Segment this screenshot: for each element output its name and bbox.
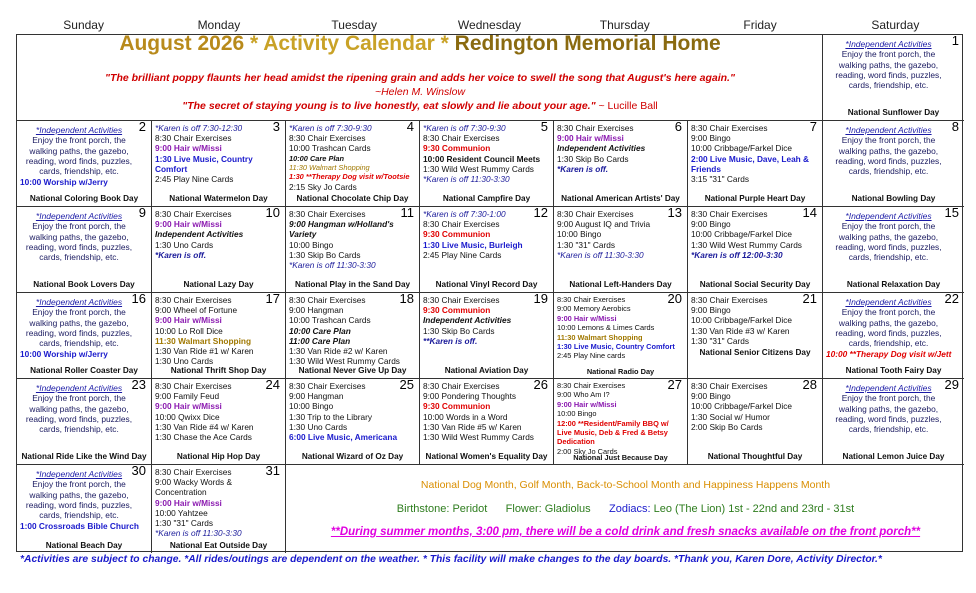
independent-title: *Independent Activities [845, 125, 932, 135]
activity-line: 10:00 Bingo [557, 409, 597, 419]
independent-body: Enjoy the front porch, the walking paths, the gazebo, reading, word finds, puzzles, cards, friendship, etc. [835, 307, 942, 349]
activity-line: 9:00 Hangman [289, 305, 344, 316]
national-day: National Coloring Book Day [29, 193, 139, 203]
national-day: National Purple Heart Day [704, 193, 806, 203]
activity-line: 11:30 Walmart Shopping [155, 335, 252, 346]
activity-line: 9:00 Hair w/Missi [557, 133, 624, 144]
activity-line: 9:00 Hair w/Missi [557, 313, 617, 323]
activity-line: 8:30 Chair Exercises [691, 209, 768, 219]
activity-line: 1:30 Live Music, Country Comfort [155, 153, 253, 174]
activity-line: 8:30 Chair Exercises [423, 219, 500, 230]
national-day: National Relaxation Day [846, 279, 941, 289]
day-number: 29 [944, 379, 959, 392]
day-number: 23 [131, 379, 146, 392]
activity-line: 9:00 Hangman w/Holland's Variety [289, 219, 394, 240]
day-cell-31 [152, 465, 286, 553]
zodiac-value: Leo (The Lion) 1st - 22nd and 23rd - 31st [653, 503, 855, 515]
day-cell-15 [823, 207, 964, 293]
activity-line: 1:30 Trip to the Library [289, 411, 373, 422]
activity-line: *Karen is off. [557, 163, 609, 174]
activity-line: 9:00 Wheel of Fortune [155, 305, 238, 316]
activity-line: *Karen is off 11:30-3:30 [557, 249, 644, 260]
activity-line: 8:30 Chair Exercises [557, 123, 634, 133]
day-cell-23 [17, 379, 152, 465]
day-number: 19 [533, 293, 548, 306]
day-number: 26 [533, 379, 548, 392]
activity-line: *Karen is off 7:30-12:30 [155, 123, 243, 133]
activity-line: 8:30 Chair Exercises [289, 295, 366, 305]
independent-title: *Independent Activities [35, 469, 123, 479]
day-number: 1 [951, 35, 959, 48]
day-cell-18 [286, 293, 420, 379]
day-number: 5 [540, 121, 548, 134]
activity-line: 10:00 Cribbage/Farkel Dice [691, 143, 792, 154]
national-day: National Thrift Shop Day [170, 365, 267, 375]
day-cell-17 [152, 293, 286, 379]
independent-body: Enjoy the front porch, the walking paths, the gazebo, reading, word finds, puzzles, cards, friendship, etc. [835, 135, 942, 177]
day-cell-12 [420, 207, 554, 293]
activity-line: 1:30 Chase the Ace Cards [155, 432, 252, 443]
activity-line: 10:00 Care Plan [289, 153, 345, 163]
day-cell-3 [152, 121, 286, 207]
activity-line: 1:30 Van Ride #3 w/ Karen [691, 325, 790, 336]
day-cell-16 [17, 293, 152, 379]
activity-line: 9:00 Bingo [691, 305, 731, 316]
independent-activities [826, 381, 961, 435]
activity-line: 1:30 Van Ride #5 w/ Karen [423, 421, 522, 432]
activity-line: 1:30 Skip Bo Cards [557, 153, 629, 164]
day-number: 27 [667, 379, 682, 392]
national-day: National Just Because Day [573, 452, 668, 462]
day-cell-9 [17, 207, 152, 293]
day-number: 13 [667, 207, 682, 220]
day-number: 30 [131, 465, 146, 478]
independent-title: *Independent Activities [845, 297, 932, 307]
national-day: National Play in the Sand Day [294, 279, 411, 289]
activity-line: 10:00 Trashcan Cards [289, 143, 371, 154]
activity-line: 9:00 Hair w/Missi [155, 143, 222, 154]
independent-title: *Independent Activities [845, 211, 932, 221]
activity-line: *Karen is off 11:30-3:30 [423, 174, 510, 185]
day-number: 20 [667, 293, 682, 306]
day-cell-2 [17, 121, 152, 207]
day-cell-19 [420, 293, 554, 379]
national-day: National Vinyl Record Day [435, 279, 538, 289]
flower-label: Flower: [505, 503, 542, 515]
national-day: National Thoughtful Day [707, 451, 803, 461]
activity-line: *Karen is off 7:30-1:00 [423, 209, 506, 219]
activity-line: 3:15 "31" Cards [691, 174, 750, 185]
day-cell-6 [554, 121, 688, 207]
national-day: National Tooth Fairy Day [845, 365, 942, 375]
national-day: National Senior Citizens Day [699, 347, 811, 357]
national-day: National Chocolate Chip Day [296, 193, 409, 203]
independent-body: Enjoy the front porch, the walking paths, the gazebo, reading, word finds, puzzles, cards, friendship, etc. [25, 135, 133, 177]
calendar-grid [16, 34, 963, 552]
quote-2 [17, 101, 823, 111]
activity-line: 9:00 August IQ and Trivia [557, 219, 651, 230]
activity-line: 9:00 Bingo [691, 391, 731, 402]
activity-line: 8:30 Chair Exercises [155, 209, 232, 219]
activity-line: 2:45 Play Nine cards [557, 351, 626, 361]
independent-body: Enjoy the front porch, the walking paths, the gazebo, reading, word finds, puzzles, cards, friendship, etc. [835, 221, 942, 263]
independent-body: Enjoy the front porch, the walking paths, the gazebo, reading, word finds, puzzles, cards, friendship, etc. [25, 479, 133, 521]
national-day: National Beach Day [45, 540, 123, 550]
activity-line: 8:30 Chair Exercises [691, 381, 768, 391]
activity-line: 1:30 Live Music, Country Comfort [557, 342, 675, 352]
independent-activities [20, 123, 148, 177]
day-number: 10 [265, 207, 280, 220]
footer-note: *Activities are subject to change. *All rides/outings are dependent on the weather. * This facility will make changes to the day boards. *Thank you, Karen Dore, Activity Director.* [20, 554, 882, 565]
activity-line: 10:00 Qwixx Dice [155, 411, 220, 422]
activity-line: 10:00 Worship w/Jerry [20, 348, 108, 359]
activity-line: 8:30 Chair Exercises [557, 209, 634, 219]
activity-line: 9:00 Wacky Words & Concentration [155, 477, 233, 498]
national-day: National Ride Like the Wind Day [21, 451, 147, 461]
zodiac-label: Zodiacs: [608, 503, 651, 515]
national-day: National Eat Outside Day [169, 540, 268, 550]
day-cell-7 [688, 121, 823, 207]
day-number: 12 [533, 207, 548, 220]
independent-body: Enjoy the front porch, the walking paths, the gazebo, reading, word finds, puzzles, cards, friendship, etc. [835, 49, 942, 91]
day-number: 14 [802, 207, 817, 220]
day-number: 28 [802, 379, 817, 392]
independent-body: Enjoy the front porch, the walking paths, the gazebo, reading, word finds, puzzles, cards, friendship, etc. [835, 393, 942, 435]
monthly-observances: National Dog Month, Golf Month, Back-to-School Month and Happiness Happens Month [420, 479, 831, 491]
weekday-header [16, 18, 963, 34]
activity-line: 8:30 Chair Exercises [155, 133, 232, 144]
day-number: 22 [944, 293, 959, 306]
activity-line: 1:30 "31" Cards [155, 518, 214, 529]
activity-line: 1:30 Social w/ Humor [691, 411, 770, 422]
activity-line: 9:00 Pondering Thoughts [423, 391, 517, 402]
activity-line: 2:00 Skip Bo Cards [691, 421, 763, 432]
activity-line: Independent Activities [557, 143, 646, 154]
activity-line: 1:30 "31" Cards [557, 239, 616, 250]
activity-line: *Karen is off 11:30-3:30 [289, 260, 376, 271]
activity-line: 2:00 Sky Jo Cards [557, 446, 618, 456]
activity-line: *Karen is off. [155, 249, 207, 260]
activity-line: 9:30 Communion [423, 143, 491, 154]
national-day: National Roller Coaster Day [30, 365, 138, 375]
activity-line: 1:30 Wild West Rummy Cards [423, 163, 534, 174]
day-number: 6 [674, 121, 682, 134]
day-cell-26 [420, 379, 554, 465]
independent-activities [826, 295, 961, 349]
activity-line: 10:00 Yahtzee [155, 507, 208, 518]
day-number: 9 [138, 207, 146, 220]
independent-title: *Independent Activities [35, 297, 123, 307]
calendar-header [17, 35, 823, 121]
weekday-monday: Monday [197, 18, 241, 32]
national-day: National Hip Hop Day [176, 451, 261, 461]
activity-line: *Karen is off 7:30-9:30 [289, 123, 372, 133]
quote-2-author: ~ Lucille Ball [595, 100, 658, 112]
independent-title: *Independent Activities [845, 383, 932, 393]
weekday-friday: Friday [743, 18, 777, 32]
activity-line: 8:30 Chair Exercises [289, 133, 366, 144]
activity-line: 10:00 Words in a Word [423, 411, 508, 422]
activity-line: 2:15 Sky Jo Cards [289, 181, 357, 192]
national-day: National Lemon Juice Day [842, 451, 945, 461]
activity-line: Independent Activities [423, 315, 512, 326]
day-number: 2 [138, 121, 146, 134]
title-month: August 2026 [119, 35, 245, 55]
national-day: National Book Lovers Day [33, 279, 135, 289]
activity-line: 1:30 Skip Bo Cards [423, 325, 495, 336]
national-day: National Social Security Day [699, 279, 811, 289]
national-day: National American Artists' Day [561, 193, 680, 203]
independent-activities [826, 37, 961, 91]
activity-line: 1:30 Van Ride #4 w/ Karen [155, 421, 254, 432]
quote-1: "The brilliant poppy flaunts her head amidst the ripening grain and adds her voice to swell the song that August's here again." [105, 72, 735, 84]
birthstone-value: Peridot [452, 503, 488, 515]
day-number: 4 [406, 121, 414, 134]
national-day: National Lazy Day [183, 279, 254, 289]
day-cell-29 [823, 379, 964, 465]
flower-value: Gladiolus [544, 503, 591, 515]
calendar-title [17, 35, 823, 55]
day-cell-8 [823, 121, 964, 207]
independent-activities [20, 467, 148, 521]
independent-activities [20, 209, 148, 263]
day-cell-20 [554, 293, 688, 379]
activity-line: 10:00 Lemons & Limes Cards [557, 323, 655, 333]
activity-line: 9:00 Hair w/Missi [155, 315, 222, 326]
day-number: 8 [951, 121, 959, 134]
activity-line: 2:45 Play Nine Cards [423, 249, 502, 260]
day-cell-21 [688, 293, 823, 379]
activity-line: 8:30 Chair Exercises [423, 381, 500, 391]
independent-activities [826, 209, 961, 263]
activity-line: 1:30 Live Music, Burleigh [423, 239, 523, 250]
day-number: 25 [399, 379, 414, 392]
activity-line: *Karen is off 11:30-3:30 [155, 528, 242, 539]
activity-line: 1:30 Uno Cards [155, 239, 214, 250]
activity-line: 9:00 Family Feud [155, 391, 220, 402]
day-cell-13 [554, 207, 688, 293]
day-number: 3 [272, 121, 280, 134]
national-day: National Campfire Day [442, 193, 531, 203]
independent-activities [20, 295, 148, 349]
activity-line: 8:30 Chair Exercises [691, 295, 768, 305]
activity-line: 8:30 Chair Exercises [691, 123, 768, 133]
activity-line: 11:30 Walmart Shopping [289, 163, 370, 173]
day-cell-5 [420, 121, 554, 207]
day-number: 24 [265, 379, 280, 392]
day-cell-1 [823, 35, 964, 121]
activity-line: **Karen is off. [423, 335, 478, 346]
weekday-tuesday: Tuesday [331, 18, 377, 32]
day-cell-14 [688, 207, 823, 293]
activity-line: 8:30 Chair Exercises [557, 381, 626, 390]
activity-line: 11:30 Walmart Shopping [557, 332, 643, 342]
summer-notice: **During summer months, 3:00 pm, there will be a cold drink and fresh snacks available on the front porch** [330, 526, 921, 538]
activity-line: 8:30 Chair Exercises [557, 295, 626, 304]
activity-line: 10:00 Care Plan [289, 325, 351, 336]
weekday-wednesday: Wednesday [457, 18, 522, 32]
day-number: 15 [944, 207, 959, 220]
independent-title: *Independent Activities [35, 383, 123, 393]
birthstone-label: Birthstone: [396, 503, 450, 515]
activity-line: 9:00 Hair w/Missi [155, 219, 222, 230]
independent-body: Enjoy the front porch, the walking paths, the gazebo, reading, word finds, puzzles, cards, friendship, etc. [25, 393, 133, 435]
activity-line: 1:30 Skip Bo Cards [289, 249, 361, 260]
quote-1-author: ~Helen M. Winslow [374, 86, 466, 98]
activity-line: 9:00 Bingo [691, 133, 731, 144]
activity-line: Independent Activities [155, 229, 244, 240]
day-cell-11 [286, 207, 420, 293]
activity-line: 9:00 Who Am I? [557, 390, 610, 400]
activity-line: 1:30 Uno Cards [289, 421, 348, 432]
activity-line: *Karen is off 7:30-9:30 [423, 123, 506, 133]
activity-line: 8:30 Chair Exercises [423, 295, 500, 305]
activity-line: 8:30 Chair Exercises [155, 381, 232, 391]
independent-activities [826, 123, 961, 177]
national-day: National Never Give Up Day [298, 365, 407, 375]
activity-line: 9:00 Memory Aerobics [557, 304, 631, 314]
weekday-thursday: Thursday [599, 18, 650, 32]
activity-line: 1:30 **Therapy Dog visit w/Tootsie [289, 172, 410, 182]
activity-line: 10:00 Bingo [289, 239, 334, 250]
activity-line: 1:30 Wild West Rummy Cards [289, 356, 400, 367]
activity-line: 1:00 Crossroads Bible Church [20, 520, 139, 531]
activity-line: 9:30 Communion [423, 305, 491, 316]
activity-line: 8:30 Chair Exercises [289, 381, 366, 391]
independent-title: *Independent Activities [35, 125, 123, 135]
activity-line: 9:00 Hangman [289, 391, 344, 402]
activity-line: 10:00 Cribbage/Farkel Dice [691, 401, 792, 412]
day-cell-4 [286, 121, 420, 207]
independent-title: *Independent Activities [35, 211, 123, 221]
day-number: 16 [131, 293, 146, 306]
activity-line: 1:30 Wild West Rummy Cards [423, 432, 534, 443]
day-number: 17 [265, 293, 280, 306]
national-day: National Wizard of Oz Day [301, 451, 404, 461]
day-number: 31 [265, 465, 280, 478]
national-day: National Sunflower Day [847, 107, 940, 117]
independent-title: *Independent Activities [845, 39, 932, 49]
activity-line: 10:00 Trashcan Cards [289, 315, 371, 326]
title-home: Redington Memorial Home [454, 35, 721, 55]
activity-line: 8:30 Chair Exercises [155, 467, 232, 477]
national-day: National Women's Equality Day [425, 451, 548, 461]
weekday-saturday: Saturday [871, 18, 920, 32]
activity-line: 2:00 Live Music, Dave, Leah & Friends [691, 153, 810, 174]
activity-line: 2:45 Play Nine Cards [155, 174, 234, 185]
activity-line: 8:30 Chair Exercises [289, 209, 366, 219]
day-cell-25 [286, 379, 420, 465]
activity-line: 8:30 Chair Exercises [423, 133, 500, 144]
day-number: 7 [809, 121, 817, 134]
title-activity: Activity Calendar [263, 35, 435, 55]
title-sep-2: * [434, 35, 455, 55]
activity-line: 9:30 Communion [423, 229, 491, 240]
activity-line: 10:00 Lo Roll Dice [155, 325, 223, 336]
day-number: 18 [399, 293, 414, 306]
activity-line: 12:00 **Resident/Family BBQ w/ Live Music, Deb & Fred & Betsy Dedication [557, 418, 669, 447]
activity-line: 10:00 **Therapy Dog visit w/Jett [826, 348, 952, 359]
activity-line: 9:30 Communion [423, 401, 491, 412]
day-cell-27 [554, 379, 688, 465]
activity-line: 9:00 Hair w/Missi [155, 497, 222, 508]
activity-line: 10:00 Cribbage/Farkel Dice [691, 315, 792, 326]
activity-line: 1:30 "31" Cards [691, 335, 750, 346]
activity-line: 1:30 Uno Cards [155, 356, 214, 367]
activity-line: *Karen is off 12:00-3:30 [691, 249, 783, 260]
activity-line: 8:30 Chair Exercises [155, 295, 232, 305]
national-day: National Aviation Day [444, 365, 529, 375]
activity-line: 10:00 Cribbage/Farkel Dice [691, 229, 792, 240]
day-cell-10 [152, 207, 286, 293]
activity-line: 9:00 Bingo [691, 219, 731, 230]
activity-line: 1:30 Van Ride #2 w/ Karen [289, 346, 388, 357]
activity-line: 1:30 Wild West Rummy Cards [691, 239, 802, 250]
activity-line: 10:00 Bingo [557, 229, 602, 240]
activity-line: 10:00 Worship w/Jerry [20, 176, 108, 187]
quote-2-text: "The secret of staying young is to live honestly, eat slowly and lie about your age." [182, 100, 596, 112]
title-sep-1: * [244, 35, 264, 55]
day-cell-30 [17, 465, 152, 553]
activity-line: 1:30 Van Ride #1 w/ Karen [155, 346, 254, 357]
independent-body: Enjoy the front porch, the walking paths, the gazebo, reading, word finds, puzzles, cards, friendship, etc. [25, 221, 133, 263]
national-day: National Bowling Day [851, 193, 936, 203]
month-symbols [287, 503, 964, 515]
independent-body: Enjoy the front porch, the walking paths, the gazebo, reading, word finds, puzzles, cards, friendship, etc. [25, 307, 133, 349]
activity-line: 10:00 Resident Council Meets [423, 153, 541, 164]
weekday-sunday: Sunday [63, 18, 104, 32]
national-day: National Watermelon Day [169, 193, 268, 203]
activity-line: 9:00 Hair w/Missi [557, 399, 617, 409]
national-day: National Left-Handers Day [569, 279, 672, 289]
day-cell-24 [152, 379, 286, 465]
day-number: 21 [802, 293, 817, 306]
day-number: 11 [400, 207, 414, 220]
day-cell-22 [823, 293, 964, 379]
day-cell-28 [688, 379, 823, 465]
activity-line: 11:00 Care Plan [289, 335, 351, 346]
independent-activities [20, 381, 148, 435]
activity-line: 9:00 Hair w/Missi [155, 401, 222, 412]
activity-line: 10:00 Bingo [289, 401, 334, 412]
activity-line: 6:00 Live Music, Americana [289, 432, 398, 443]
national-day: National Radio Day [586, 366, 655, 376]
